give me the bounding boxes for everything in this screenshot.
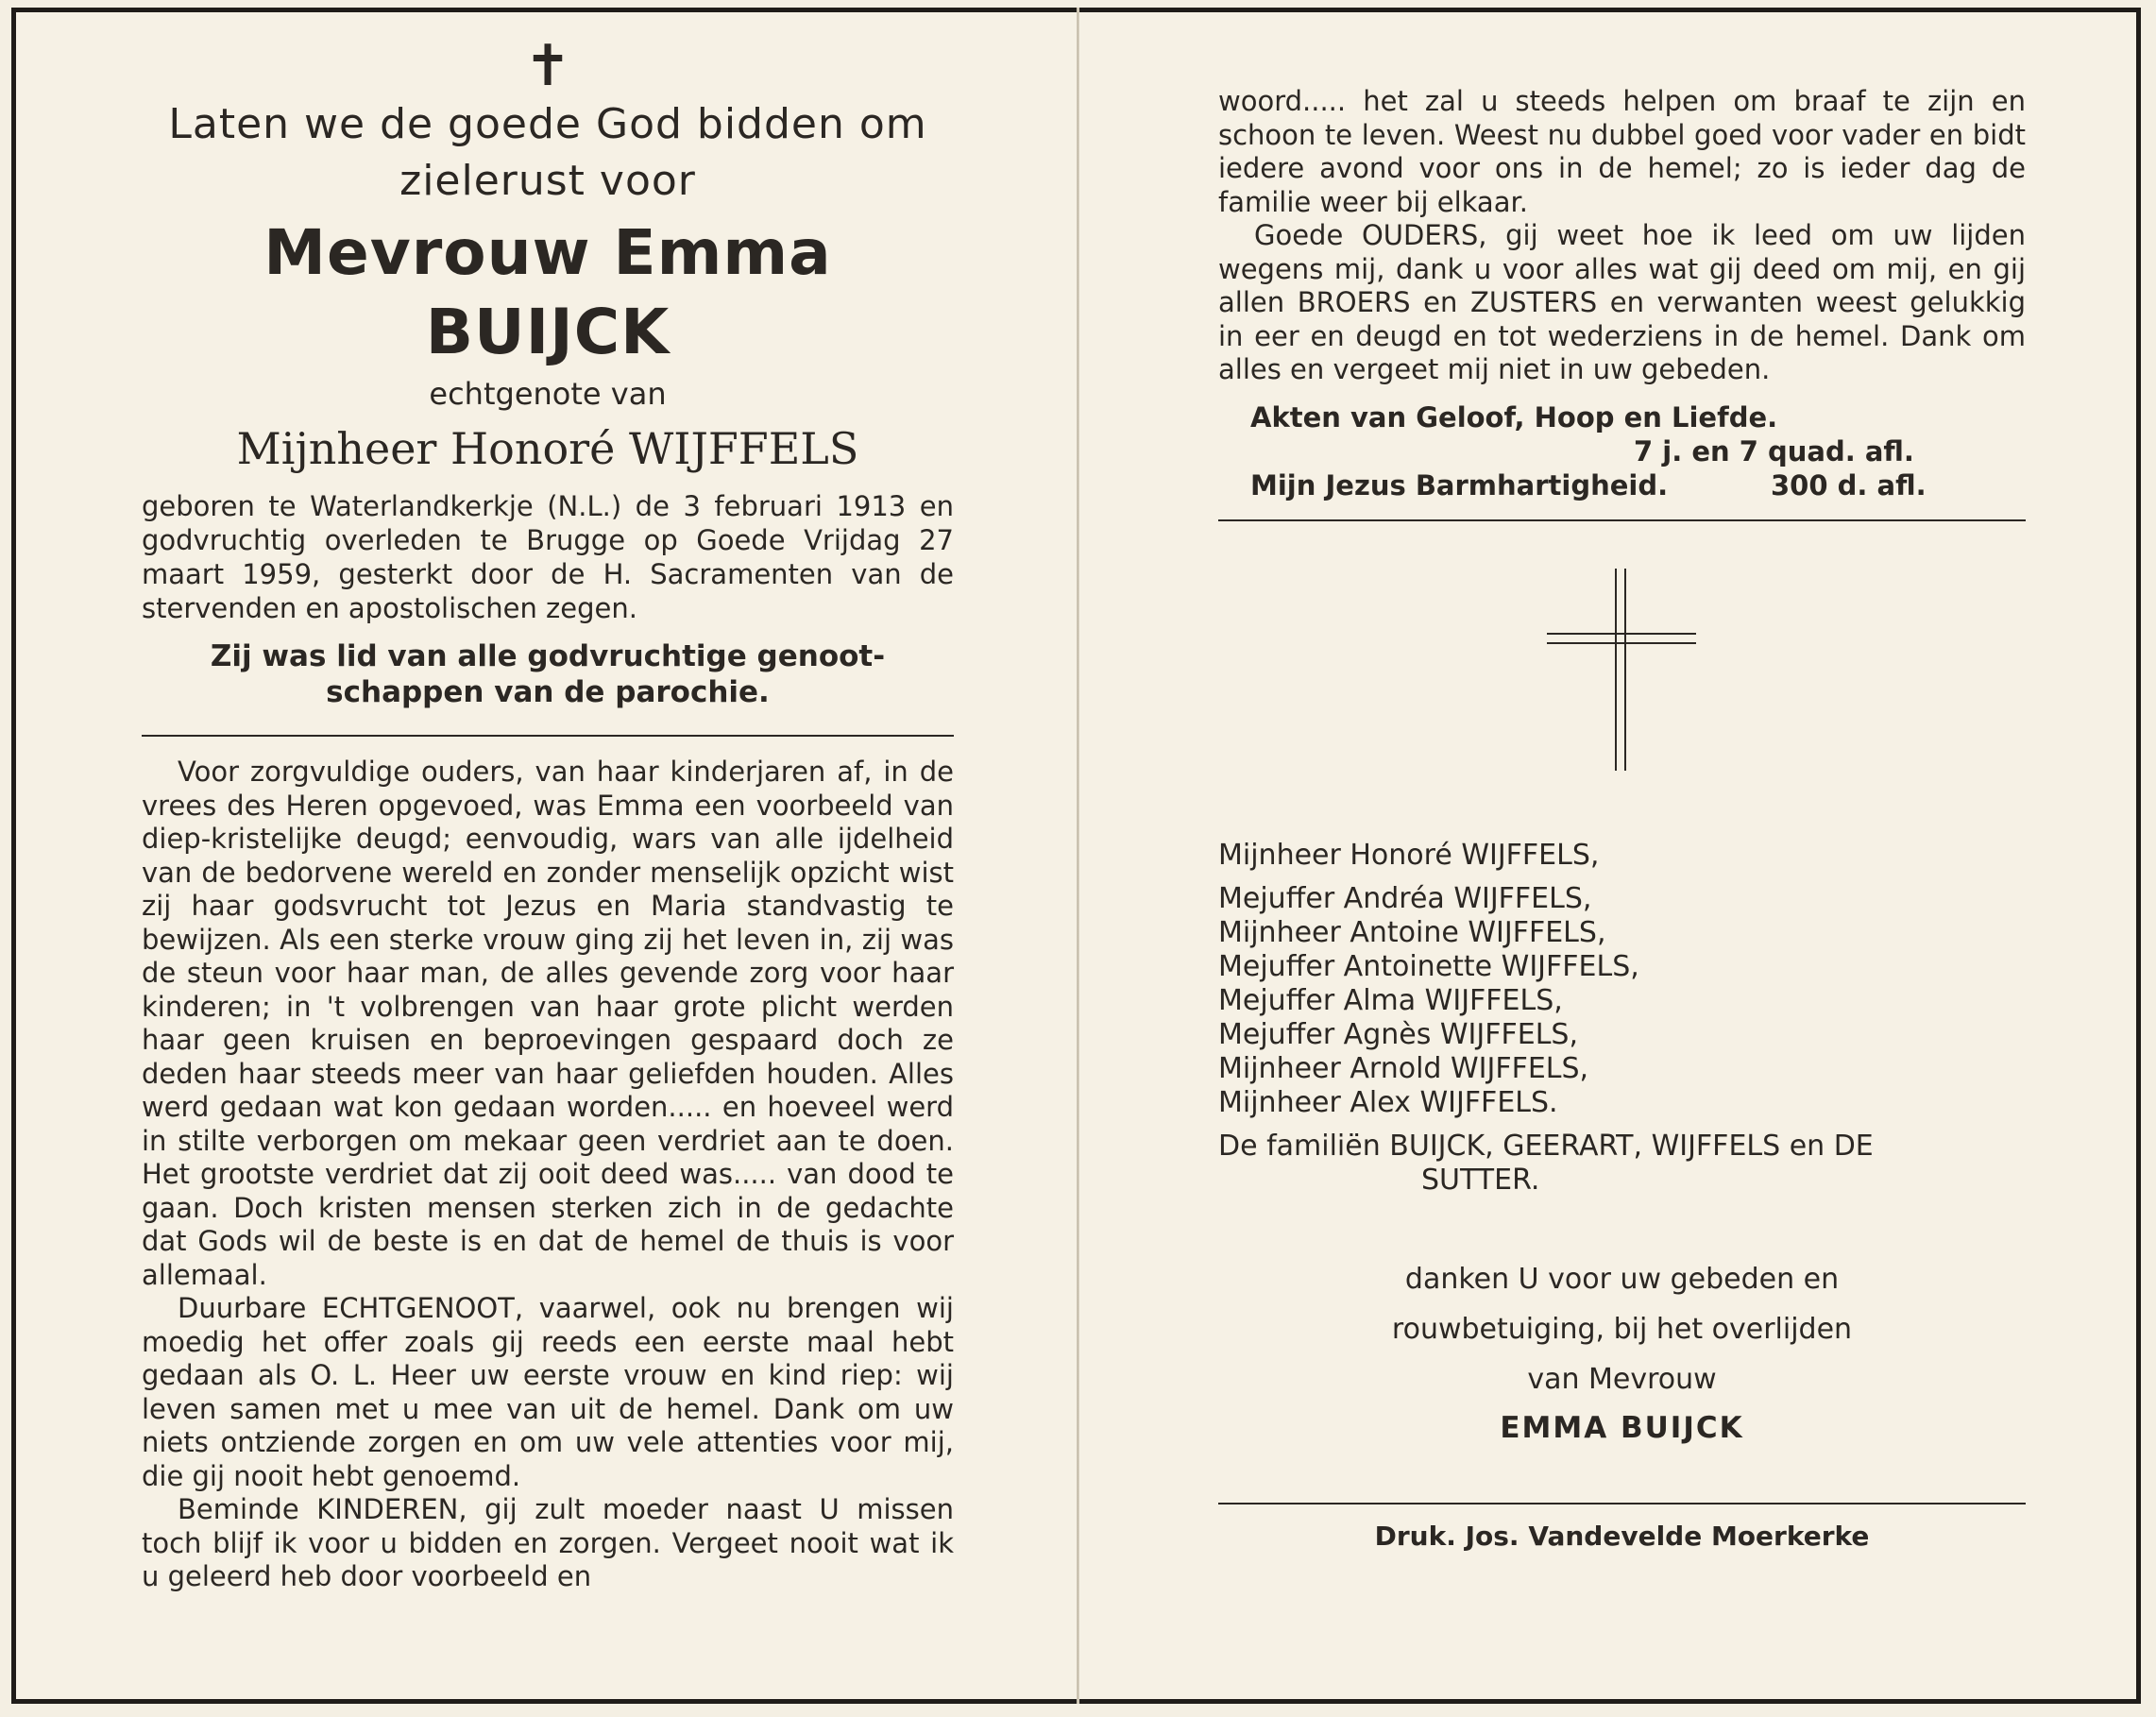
left-panel [142, 33, 954, 1594]
thanks-line-1: danken U voor uw gebeden en [1404, 1262, 1840, 1296]
akten-line-3a: Mijn Jezus Barmhartigheid. [1250, 468, 1669, 502]
body-paragraph: Beminde KINDEREN, gij zult moeder naast U missen toch blijf ik voor u bidden en zorgen. Vergeet nooit wat ik u geleerd heb door voorbeeld en [142, 1493, 954, 1592]
body-paragraph: Duurbare ECHTGENOOT, vaarwel, ook nu brengen wij moedig het offer zoals gij reeds een eerste maal hebt gedaan als O. L. Heer uw eerste vrouw en kind riep: wij leven samen met u mee van uit de hemel. Dank om uw niets ontziende zorgen en om uw vele attenties voor mij, die gij nooit hebt genoemd. [142, 1292, 954, 1492]
divider [142, 735, 954, 737]
double-line-cross-icon [1547, 569, 1698, 776]
deceased-name: Mevrouw Emma BUIJCK [263, 216, 832, 368]
cross-icon: ✝ [523, 33, 572, 99]
thanks-name: EMMA BUIJCK [1500, 1410, 1744, 1445]
intro-line-2: zielerust voor [399, 157, 696, 205]
spouse-name: Mijnheer Honoré WIJFFELS [236, 423, 859, 474]
body-paragraph: Goede OUDERS, gij weet hoe ik leed om uw lijden wegens mij, dank u voor alles wat gij deed om mij, en gij allen BROERS en ZUSTERS en verwanten weest gelukkig in eer en deugd en tot wederziens in de hemel. Dank om alles en vergeet mij niet in uw gebeden. [1218, 219, 2026, 385]
divider [1218, 519, 2026, 521]
list-item: Mejuffer Alma WIJFFELS, [1218, 983, 1563, 1017]
member-note-1: Zij was lid van alle godvruchtige genoot- [210, 639, 886, 673]
list-item: Mejuffer Agnès WIJFFELS, [1218, 1017, 1579, 1051]
spouse-label: echtgenote van [429, 376, 667, 412]
family-list [1218, 839, 2026, 1120]
families-line-1: De familiën BUIJCK, GEERART, WIJFFELS en DE [1218, 1129, 1874, 1163]
indulgences [1218, 400, 2026, 502]
fold-line [1077, 8, 1079, 1704]
akten-line-3b: 300 d. afl. [1771, 468, 1927, 502]
thanks-line-3: van Mevrouw [1527, 1362, 1717, 1396]
list-item: Mijnheer Alex WIJFFELS. [1218, 1085, 1558, 1119]
birth-death-text: geboren te Waterlandkerkje (N.L.) de 3 februari 1913 en godvruchtig overleden te Brugge op Goede Vrijdag 27 maart 1959, gesterkt door de H. Sacramenten van de stervenden en apostolischen zegen. [142, 490, 954, 624]
member-note-2: schappen van de parochie. [326, 675, 770, 709]
list-item: Mijnheer Honoré WIJFFELS, [1218, 838, 1600, 872]
thanks-line-2: rouwbetuiging, bij het overlijden [1391, 1312, 1853, 1346]
list-item: Mejuffer Andréa WIJFFELS, [1218, 881, 1592, 915]
thanks-text [1218, 1254, 2026, 1404]
intro-line-1: Laten we de goede God bidden om [168, 100, 927, 148]
printer-credit: Druk. Jos. Vandevelde Moerkerke [1374, 1520, 1870, 1552]
akten-line-2: 7 j. en 7 quad. afl. [1634, 434, 1914, 468]
families-line-2: SUTTER. [1421, 1163, 1540, 1197]
body-paragraph: Voor zorgvuldige ouders, van haar kinderjaren af, in de vrees des Heren opgevoed, was Emma een voorbeeld van diep-kristelijke deugd; eenvoudig, wars van alle ijdelheid van de bedorvene wereld en zonder menselijk opzicht wist zij haar godsvrucht tot Jezus en Maria standvastig te bewijzen. Als een sterke vrouw ging zij het leven in, zij was de steun voor haar man, de alles gevende zorg voor haar kinderen; in 't volbrengen van haar grote plicht werden haar geen kruisen en beproevingen gespaard doch ze deden haar steeds meer van haar geliefden houden. Alles werd gedaan wat kon gedaan worden..... en hoeveel werd in stilte verborgen om mekaar geen verdriet aan te doen. Het grootste verdriet dat zij ooit deed was..... van dood te gaan. Doch kristen mensen sterken zich in de gedachte dat Gods wil de beste is en dat de hemel de thuis is voor allemaal. [142, 756, 954, 1291]
list-item: Mijnheer Arnold WIJFFELS, [1218, 1051, 1589, 1085]
families [1218, 1130, 2026, 1198]
divider [1218, 1503, 2026, 1504]
list-item: Mejuffer Antoinette WIJFFELS, [1218, 949, 1639, 983]
body-paragraph: woord..... het zal u steeds helpen om braaf te zijn en schoon te leven. Weest nu dubbel goed voor vader en bidt iedere avond voor ons in de hemel; zo is ieder dag de familie weer bij elkaar. [1218, 85, 2026, 218]
list-item: Mijnheer Antoine WIJFFELS, [1218, 915, 1606, 949]
akten-line-1: Akten van Geloof, Hoop en Liefde. [1250, 400, 1778, 434]
right-panel [1218, 85, 2026, 1556]
